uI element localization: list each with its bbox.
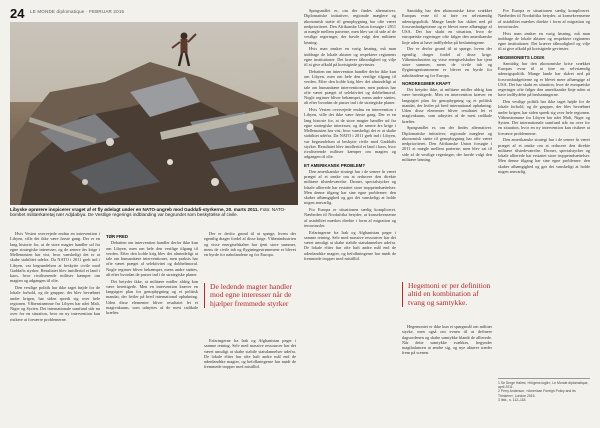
paragraph: Der er derfor grund til at spørge, hvem der egentlig drager fordel af disse krige. Våbenindustrien og visse energiselskaber har tjent store summer, mens de civile tab og flygtningestrømmene er blevet en byrde for nabolandene og for Europa. — [204, 231, 296, 257]
paragraph: Spørgsmålet er, om der findes alternativer. Diplomatiske initiativer, regionale mæglere og økonomisk støtte til genopbygning har ofte været nedprioriteret. Den Afrikanske Union forsøgte i 2011 at mægle mellem parterne, men blev sat til side af de vestlige regeringer, der havde valgt den militære løsning. — [304, 8, 396, 45]
running-head: LE MONDE diplomatique · FEBRUAR 2015 — [30, 9, 125, 14]
footnote: 2 Perry Anderson, »American Foreign Policy and its Thinkers«, London 2015. — [498, 389, 576, 398]
footnotes — [498, 378, 590, 402]
paragraph: Hvis Vesten overvejede endnu en intervention i Libyen, ville det ikke være første gang. Der er en lang historie for, at de store magter handler ud fra egne strategiske interesser, og de senere års krige i Mellemøsten har vist, hvor vanskeligt det er at skabe stabilitet udefra. Da NATO i 2011 greb ind i Libyen, var begrundelsen at beskytte civile mod Gaddafis styrker. Resultatet blev imidlertid et land i kaos, hvor rivaliserende militser kæmper om magten og adgangen til olie. — [10, 231, 100, 284]
article-column-1 — [10, 231, 100, 421]
paragraph: Debatten om intervention handler derfor ikke kun om Libyen, men om hele den vestlige tilgang til verden. Efter den kolde krig blev det almindeligt at tale om humanitære interventioner, men praksis har ofte været præget af selektivitet og dobbeltmoral. Nogle regimer bliver bekæmpet, mens andre støttes, alt efter hvordan de passer ind i de strategiske planer. — [304, 68, 396, 106]
paragraph: Hvis Vesten overvejede endnu en intervention i Libyen, ville det ikke være første gang. Der er en lang historie for, at de store magter handler ud fra egne strategiske interesser, og de senere års krige i Mellemøsten har vist, hvor vanskeligt det er at skabe stabilitet udefra. Da NATO i 2011 greb ind i Libyen, var begrundelsen at beskytte civile mod Gaddafis styrker. Resultatet blev imidlertid et land i kaos, hvor rivaliserende militser kæmper om magten og adgangen til olie. — [304, 107, 396, 160]
article-column-3 — [204, 338, 296, 421]
section-heading: HEGEMONIETS LOGIK — [498, 54, 545, 60]
paragraph: For Europa er situationen særlig kompliceret. Nærheden til Nordafrika betyder, at konsekvenserne af ustabilitet mærkes direkte i form af migration og terrortrusler. — [498, 8, 590, 29]
paragraph: Den amerikanske strategi har i de senere år været præget af et ønske om at reducere den direkte militære tilstedeværelse. Droner, specialstyrker og lokale allierede har erstattet store troppeindsættelser. Men denne tilgang har sine egne problemer: den skaber afhængighed og gør det vanskeligt at holde nogen ansvarlig. — [304, 168, 396, 206]
paragraph: Samtidig har den økonomiske krise svækket Europas evne til at føre en selvstændig udenrigspolitik. Mange lande har skåret ned på forsvarsbudgetterne og er blevet mere afhængige af USA. Det har skabt en situation, hvor de europæiske regeringer ofte følger den amerikanske linje uden at have indflydelse på beslutningerne. — [498, 60, 590, 98]
paragraph: Der er derfor grund til at spørge, hvem der egentlig drager fordel af disse krige. Våbenindustrien og visse energiselskaber har tjent store summer, mens de civile tab og flygtningestrømmene er blevet en byrde for nabolandene og for Europa. — [402, 46, 492, 78]
article-column-3-top — [204, 231, 296, 279]
paragraph: Erfaringerne fra Irak og Afghanistan peger i samme retning. Selv med massive ressourcer har det været umuligt at skabe stabile statsdannelser udefra. De lokale eliter har ofte haft andre mål end de udenlandske magter, og befolkningerne har mødt de fremmede tropper med mistillid. — [204, 338, 296, 370]
paragraph: Hvis man ønsker en varig løsning, må man inddrage de lokale aktører og respektere regionens egne institutioner. Det kræver tålmodighed og vilje til at give afkald på kortsigtede gevinster. — [304, 46, 396, 67]
paragraph: For Europa er situationen særlig kompliceret. Nærheden til Nordafrika betyder, at konsekvenserne af ustabilitet mærkes direkte i form af migration og terrortrusler. — [304, 207, 396, 228]
article-column-4 — [304, 8, 396, 421]
section-heading: ET AMERIKANSK PROBLEM? — [304, 162, 365, 168]
section-heading: TØR FRED — [106, 234, 128, 239]
caption-lead: Libyske oprørere inspicerer vraget af et fly ødelagt under en NATO-angreb mod Gaddafi-styrkerne, 20. marts 2011. — [10, 207, 259, 212]
footnote: 1 Se Serge Halimi, »Krigens logik«, Le Monde diplomatique, april 2011. — [498, 381, 589, 390]
paragraph: Det betyder ikke, at militære midler aldrig kan være berettigede. Men en intervention kræver en langsigtet plan for genopbygning og et politisk mandat, der hviler på bred international opbakning. Uden disse elementer bliver resultatet let et magtvakuum, som udnyttes af de mest radikale kræfter. — [402, 87, 492, 124]
article-column-6 — [498, 8, 590, 374]
article-column-5 — [402, 8, 492, 278]
paragraph: Samtidig har den økonomiske krise svækket Europas evne til at føre en selvstændig udenrigspolitik. Mange lande har skåret ned på forsvarsbudgetterne og er blevet mere afhængige af USA. Det har skabt en situation, hvor de europæiske regeringer ofte følger den amerikanske linje uden at have indflydelse på beslutningerne. — [402, 8, 492, 45]
photo-caption — [10, 207, 298, 218]
article-column-2 — [106, 231, 198, 421]
wreckage-photo — [10, 22, 298, 205]
paragraph: Debatten om intervention handler derfor ikke kun om Libyen, men om hele den vestlige tilgang til verden. Efter den kolde krig blev det almindeligt at tale om humanitære interventioner, men praksis har ofte været præget af selektivitet og dobbeltmoral. Nogle regimer bliver bekæmpet, mens andre støttes, alt efter hvordan de passer ind i de strategiske planer. — [106, 240, 198, 277]
paragraph: Den vestlige politik har ikke taget højde for de lokale forhold, og de grupper, der blev bevæbnet under krigen, har siden spredt sig over hele regionen. Våbenstrømme fra Libyen har nået Mali, Niger og Syrien. Det internationale samfund står nu over for en situation, hvor en ny intervention kan risikere at forværre problemerne. — [10, 285, 100, 322]
paragraph: Det betyder ikke, at militære midler aldrig kan være berettigede. Men en intervention kræver en langsigtet plan for genopbygning og et politisk mandat, der hviler på bred international opbakning. Uden disse elementer bliver resultatet let et magtvakuum, som udnyttes af de mest radikale kræfter. — [106, 278, 198, 315]
paragraph: Spørgsmålet er, om der findes alternativer. Diplomatiske initiativer, regionale mæglere og økonomisk støtte til genopbygning har ofte været nedprioriteret. Den Afrikanske Union forsøgte i 2011 at mægle mellem parterne, men blev sat til side af de vestlige regeringer, der havde valgt den militære løsning. — [402, 125, 492, 162]
paragraph: Hegemoniet er ikke kun et spørgsmål om militær styrke, men også om evnen til at definere dagsordenen og skabe samtykke blandt de allierede. Når dette samtykke svækkes, begynder magtbalancen at ændre sig, og nye aktører træder frem på scenen. — [402, 324, 492, 356]
article-column-5-bottom — [402, 324, 492, 421]
paragraph: Den vestlige politik har ikke taget højde for de lokale forhold, og de grupper, der blev bevæbnet under krigen, har siden spredt sig over hele regionen. Våbenstrømme fra Libyen har nået Mali, Niger og Syrien. Det internationale samfund står nu over for en situation, hvor en ny intervention kan risikere at forværre problemerne. — [498, 99, 590, 136]
pull-quote-second: Hegemoni er per definition altid en kombination af tvang og samtykke. — [402, 282, 496, 307]
page-number: 24 — [10, 6, 25, 21]
pull-quote: De ledende magter handler mod egne interesser når de hjælper fremmede styrker — [204, 283, 296, 308]
paragraph: Hvis man ønsker en varig løsning, må man inddrage de lokale aktører og respektere regionens egne institutioner. Det kræver tålmodighed og vilje til at give afkald på kortsigtede gevinster. — [498, 30, 590, 52]
footnote: 3 Ibid., s. 112–118. — [498, 397, 527, 402]
paragraph: Den amerikanske strategi har i de senere år været præget af et ønske om at reducere den direkte militære tilstedeværelse. Droner, specialstyrker og lokale allierede har erstattet store troppeindsættelser. Men denne tilgang har sine egne problemer: den skaber afhængighed og gør det vanskeligt at holde nogen ansvarlig. — [498, 137, 590, 174]
paragraph: Erfaringerne fra Irak og Afghanistan peger i samme retning. Selv med massive ressourcer har det været umuligt at skabe stabile statsdannelser udefra. De lokale eliter har ofte haft andre mål end de udenlandske magter, og befolkningerne har mødt de fremmede tropper med mistillid. — [304, 229, 396, 261]
section-heading: NORDREGIMER KRAFT — [402, 80, 451, 86]
caption-body: Foto: NATO-bombet militærkøretøj nær Adjdabiya. De Vestlige regerings indblanding var begrundet som beskyttelse af civile. — [10, 207, 286, 218]
wreckage-illustration — [10, 22, 298, 205]
